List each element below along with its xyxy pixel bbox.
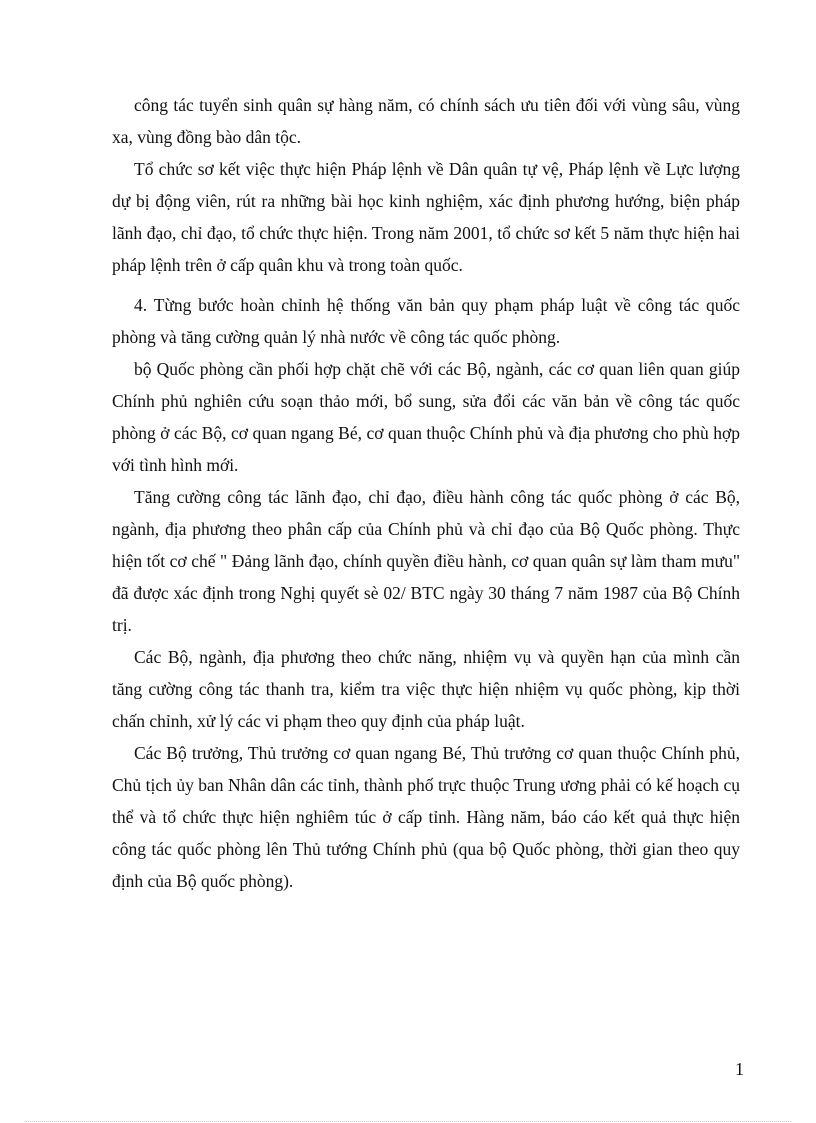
document-body xyxy=(112,89,740,897)
page-bottom-divider xyxy=(25,1121,791,1122)
paragraph-ministry-coordination: bộ Quốc phòng cần phối hợp chặt chẽ với các Bộ, ngành, các cơ quan liên quan giúp Chính phủ nghiên cứu soạn thảo mới, bổ sung, sửa đổi các văn bản về công tác quốc phòng ở các Bộ, cơ quan ngang Bé, cơ quan thuộc Chính phủ và địa phương cho phù hợp với tình hình mới. xyxy=(112,359,740,475)
paragraph-ministers-plan: Các Bộ trưởng, Thủ trưởng cơ quan ngang Bé, Thủ trưởng cơ quan thuộc Chính phủ, Chủ tịch ủy ban Nhân dân các tỉnh, thành phố trực thuộc Trung ương phải có kế hoạch cụ thể và tổ chức thực hiện nghiêm túc ở cấp tỉnh. Hàng năm, báo cáo kết quả thực hiện công tác quốc phòng lên Thủ tướng Chính phủ (qua bộ Quốc phòng, thời gian theo quy định của Bộ quốc phòng). xyxy=(112,743,740,891)
page-number: 1 xyxy=(735,1059,744,1079)
paragraph-leadership: Tăng cường công tác lãnh đạo, chỉ đạo, điều hành công tác quốc phòng ở các Bộ, ngành, địa phương theo phân cấp của Chính phủ và chỉ đạo của Bộ Quốc phòng. Thực hiện tốt cơ chế " Đảng lãnh đạo, chính quyền điều hành, cơ quan quân sự làm tham mưu" đã được xác định trong Nghị quyết sè 02/ BTC ngày 30 tháng 7 năm 1987 của Bộ Chính trị. xyxy=(112,487,740,635)
paragraph-inspection: Các Bộ, ngành, địa phương theo chức năng, nhiệm vụ và quyền hạn của mình cần tăng cường công tác thanh tra, kiểm tra việc thực hiện nhiệm vụ quốc phòng, kịp thời chấn chỉnh, xử lý các vi phạm theo quy định của pháp luật. xyxy=(112,647,740,731)
paragraph-continuation: công tác tuyển sinh quân sự hàng năm, có chính sách ưu tiên đối với vùng sâu, vùng xa, vùng đồng bào dân tộc. xyxy=(112,95,740,147)
paragraph-summary-review: Tổ chức sơ kết việc thực hiện Pháp lệnh về Dân quân tự vệ, Pháp lệnh về Lực lượng dự bị động viên, rút ra những bài học kinh nghiệm, xác định phương hướng, biện pháp lãnh đạo, chỉ đạo, tổ chức thực hiện. Trong năm 2001, tổ chức sơ kết 5 năm thực hiện hai pháp lệnh trên ở cấp quân khu và trong toàn quốc. xyxy=(112,159,740,275)
section-heading-4: 4. Từng bước hoàn chỉnh hệ thống văn bản quy phạm pháp luật về công tác quốc phòng và tăng cường quản lý nhà nước về công tác quốc phòng. xyxy=(112,295,740,347)
